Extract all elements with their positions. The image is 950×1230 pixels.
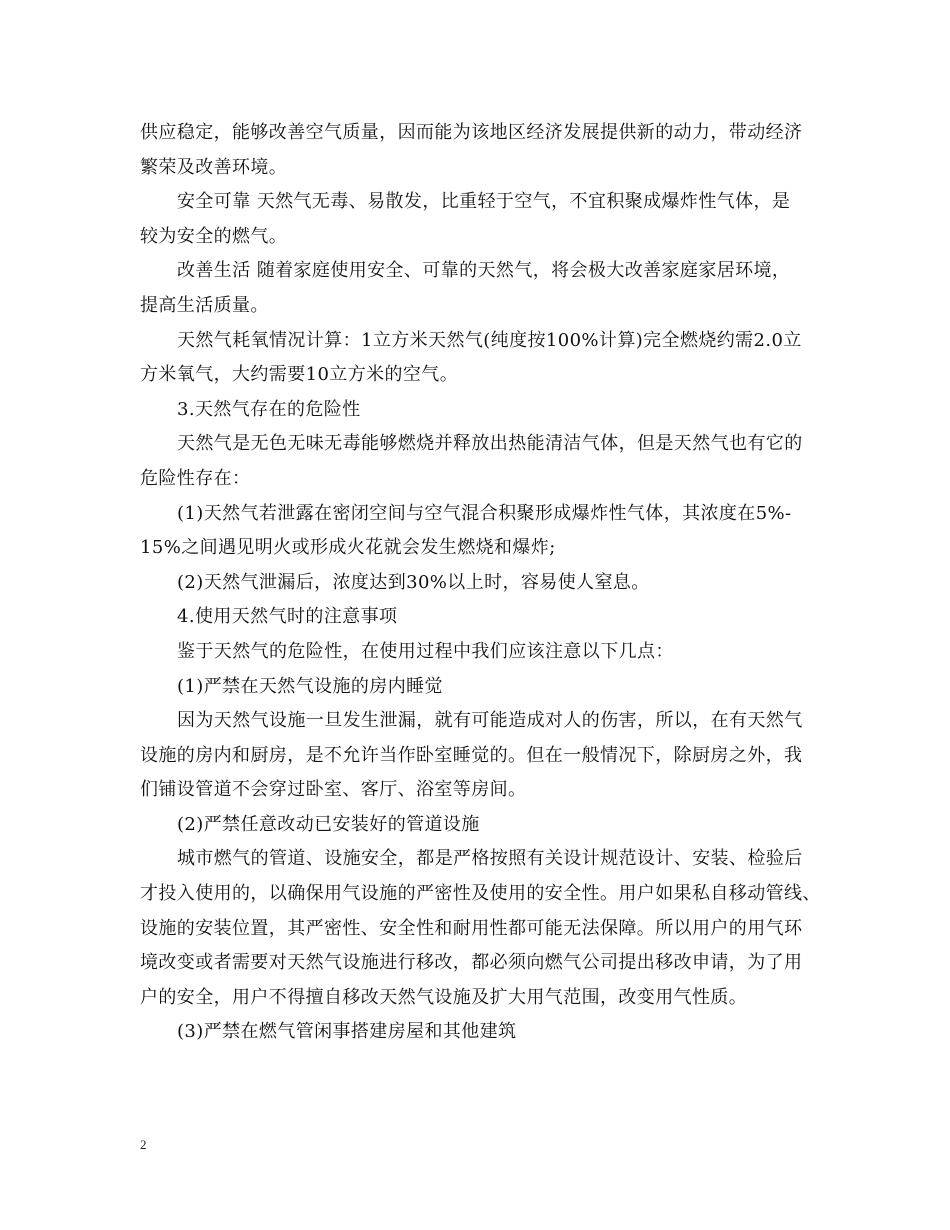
text-line: 方米氧气，大约需要10立方米的空气。 [140, 364, 459, 386]
text-line: 设施的房内和厨房，是不允许当作卧室睡觉的。但在一般情况下，除厨房之外，我 [140, 744, 803, 766]
text-line: (1)天然气若泄露在密闭空间与空气混合积聚形成爆炸性气体，其浓度在5%- [177, 502, 792, 524]
subheading: (3)严禁在燃气管闲事搭建房屋和其他建筑 [177, 1021, 517, 1043]
text-line: 户的安全，用户不得擅自移改天然气设施及扩大用气范围，改变用气性质。 [140, 986, 748, 1008]
page-number: 2 [140, 1137, 147, 1152]
text-line: 境改变或者需要对天然气设施进行移改，都必须向燃气公司提出移改申请，为了用 [140, 952, 803, 974]
text-line: 们铺设管道不会穿过卧室、客厅、浴室等房间。 [140, 779, 527, 801]
text-line: 改善生活 随着家庭使用安全、可靠的天然气，将会极大改善家庭家居环境， [177, 260, 791, 282]
text-line: 天然气耗氧情况计算：1立方米天然气(纯度按100%计算)完全燃烧约需2.0立 [177, 329, 802, 351]
text-line: 安全可靠 天然气无毒、易散发，比重轻于空气，不宜积聚成爆炸性气体，是 [177, 191, 791, 213]
text-line: 鉴于天然气的危险性，在使用过程中我们应该注意以下几点： [177, 640, 674, 662]
text-line: 天然气是无色无味无毒能够燃烧并释放出热能清洁气体，但是天然气也有它的 [177, 433, 803, 455]
text-line: 繁荣及改善环境。 [140, 156, 288, 178]
text-line: 较为安全的燃气。 [140, 225, 288, 247]
text-line: 供应稳定，能够改善空气质量，因而能为该地区经济发展提供新的动力，带动经济 [140, 122, 803, 143]
text-line: (2)天然气泄漏后，浓度达到30%以上时，容易使人窒息。 [177, 571, 650, 593]
text-line: 危险性存在： [140, 467, 251, 489]
section-heading: 3.天然气存在的危险性 [177, 398, 361, 420]
text-line: 因为天然气设施一旦发生泄漏，就有可能造成对人的伤害，所以，在有天然气 [177, 710, 803, 732]
text-line: 城市燃气的管道、设施安全，都是严格按照有关设计规范设计、安装、检验后 [177, 848, 803, 870]
text-line: 15%之间遇见明火或形成火花就会发生燃烧和爆炸; [140, 537, 556, 559]
text-line: 提高生活质量。 [140, 294, 269, 316]
text-line: 设施的安装位置，其严密性、安全性和耐用性都可能无法保障。所以用户的用气环 [140, 917, 803, 939]
subheading: (2)严禁任意改动已安装好的管道设施 [177, 813, 480, 835]
body-text [140, 116, 820, 1050]
text-line: 才投入使用的，以确保用气设施的严密性及使用的安全性。用户如果私自移动管线、 [140, 883, 821, 905]
section-heading: 4.使用天然气时的注意事项 [177, 606, 398, 628]
subheading: (1)严禁在天然气设施的房内睡觉 [177, 675, 443, 697]
